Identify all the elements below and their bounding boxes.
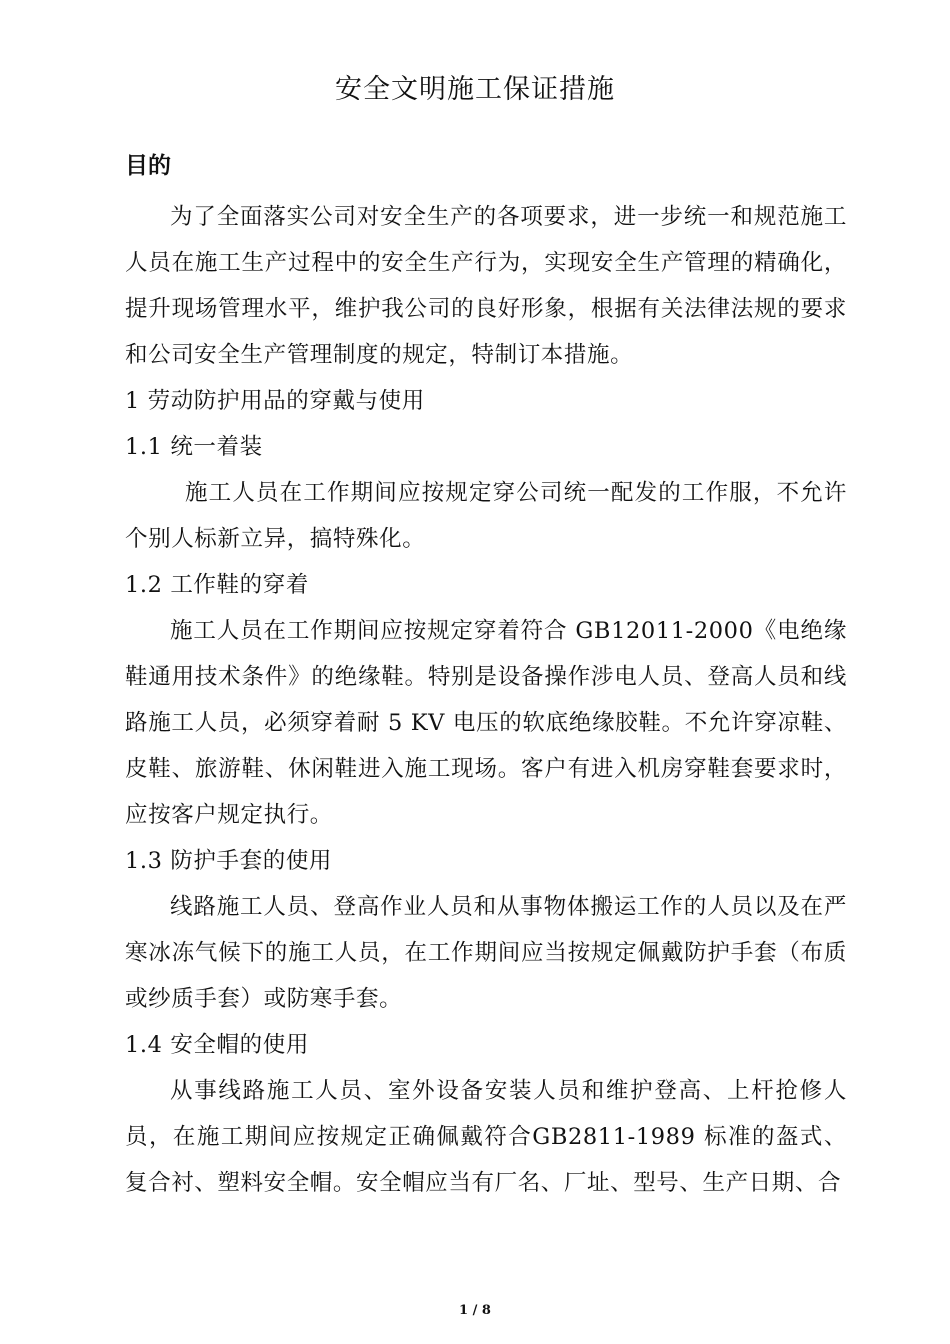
section-1-1-paragraph: 施工人员在工作期间应按规定穿公司统一配发的工作服，不允许个别人标新立异，搞特殊化。 — [125, 480, 847, 552]
section-1-2-paragraph: 施工人员在工作期间应按规定穿着符合 GB12011-2000《电绝缘鞋通用技术条件》的绝缘鞋。特别是设备操作涉电人员、登高人员和线路施工人员，必须穿着耐 5 KV 电压的软底绝缘胶鞋。不允许穿凉鞋、皮鞋、旅游鞋、休闲鞋进入施工现场。客户有进入机房穿鞋套要求时，应按客户规定执行。 — [125, 618, 847, 828]
section-1-4-heading: 1.4 安全帽的使用 — [125, 1032, 309, 1058]
section-1-2-heading: 1.2 工作鞋的穿着 — [125, 572, 309, 598]
purpose-heading: 目的 — [125, 153, 171, 179]
section-1-1-heading: 1.1 统一着装 — [125, 434, 263, 460]
section-1-3-paragraph: 线路施工人员、登高作业人员和从事物体搬运工作的人员以及在严寒冰冻气候下的施工人员，在工作期间应当按规定佩戴防护手套（布质或纱质手套）或防寒手套。 — [125, 894, 847, 1012]
section-1-heading: 1 劳动防护用品的穿戴与使用 — [125, 388, 425, 414]
document-body — [125, 146, 847, 1206]
section-1-3-heading: 1.3 防护手套的使用 — [125, 848, 333, 874]
document-title: 安全文明施工保证措施 — [335, 74, 615, 105]
purpose-paragraph: 为了全面落实公司对安全生产的各项要求，进一步统一和规范施工人员在施工生产过程中的安全生产行为，实现安全生产管理的精确化，提升现场管理水平，维护我公司的良好形象，根据有关法律法规的要求和公司安全生产管理制度的规定，特制订本措施。 — [125, 204, 847, 368]
section-1-4-paragraph: 从事线路施工人员、室外设备安装人员和维护登高、上杆抢修人员，在施工期间应按规定正确佩戴符合GB2811-1989 标准的盔式、复合衬、塑料安全帽。安全帽应当有厂名、厂址、型号、生产日期、合 — [125, 1078, 847, 1196]
page-number: 1 / 8 — [459, 1303, 491, 1318]
